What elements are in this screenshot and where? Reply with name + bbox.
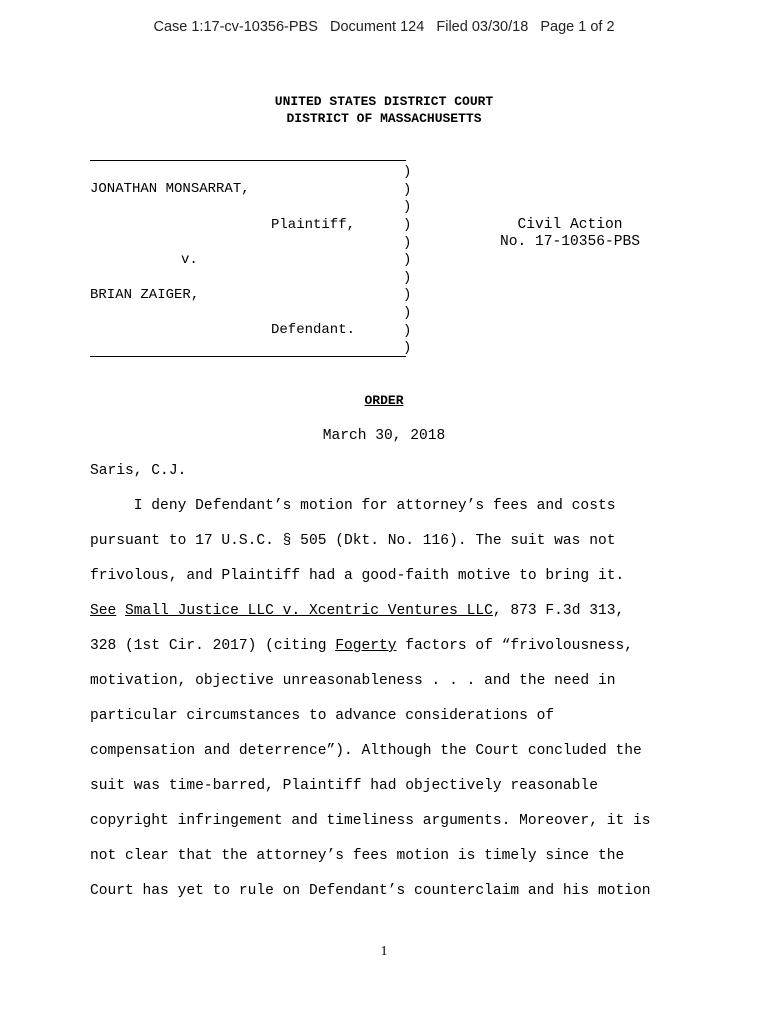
court-name: UNITED STATES DISTRICT COURT [274,94,494,109]
body-line: I deny Defendant’s motion for attorney’s fees and costs [90,498,616,514]
civil-action-label: Civil Action [517,217,623,233]
plaintiff-role: Plaintiff, [271,217,356,233]
body-line-citation [90,602,624,620]
body-line: Court has yet to rule on Defendant’s counterclaim and his motion [90,883,651,899]
factors-text: factors of “frivolousness, [396,638,633,654]
paren: ) [403,199,412,216]
case-citation: Small Justice LLC v. Xcentric Ventures LLC [125,603,493,619]
body-line: motivation, objective unreasonableness . . . and the need in [90,673,616,689]
paren: ) [403,322,412,339]
defendant-role: Defendant. [271,322,356,338]
paren: ) [403,340,412,357]
paren: ) [403,269,412,286]
body-line-fogerty [90,637,633,655]
page-number: 1 [380,944,388,959]
caption-top-rule [90,160,406,161]
court-district: DISTRICT OF MASSACHUSETTS [286,111,482,126]
versus-label: v. [181,252,198,268]
body-line: compensation and deterrence”). Although the Court concluded the [90,743,642,759]
judge-name: Saris, C.J. [90,463,187,479]
fogerty-case: Fogerty [335,638,397,654]
see-signal: See [90,603,117,619]
citation-year: 328 (1st Cir. 2017) (citing [90,638,336,654]
paren: ) [403,181,412,198]
body-line: pursuant to 17 U.S.C. § 505 (Dkt. No. 116). The suit was not [90,533,616,549]
order-date: March 30, 2018 [322,428,446,444]
caption-paren-column [403,164,417,358]
case-header-stamp: Case 1:17-cv-10356-PBS Document 124 Filed 03/30/18 Page 1 of 2 [153,19,615,35]
body-line: copyright infringement and timeliness arguments. Moreover, it is [90,813,651,829]
paren: ) [403,216,412,233]
body-line: not clear that the attorney’s fees motion is timely since the [90,848,625,864]
paren: ) [403,164,412,180]
paren: ) [403,234,412,251]
caption-bottom-rule [90,356,406,357]
paren: ) [403,252,412,269]
body-line: frivolous, and Plaintiff had a good-faith motive to bring it. [90,568,625,584]
body-line: particular circumstances to advance considerations of [90,708,555,724]
body-line: suit was time-barred, Plaintiff had objectively reasonable [90,778,598,794]
citation-reporter: , 873 F.3d 313, [492,603,625,619]
paren: ) [403,287,412,304]
civil-action-number: No. 17-10356-PBS [499,234,641,250]
plaintiff-name: JONATHAN MONSARRAT, [90,181,250,197]
defendant-name: BRIAN ZAIGER, [90,287,200,303]
order-title: ORDER [364,393,404,408]
paren: ) [403,305,412,322]
